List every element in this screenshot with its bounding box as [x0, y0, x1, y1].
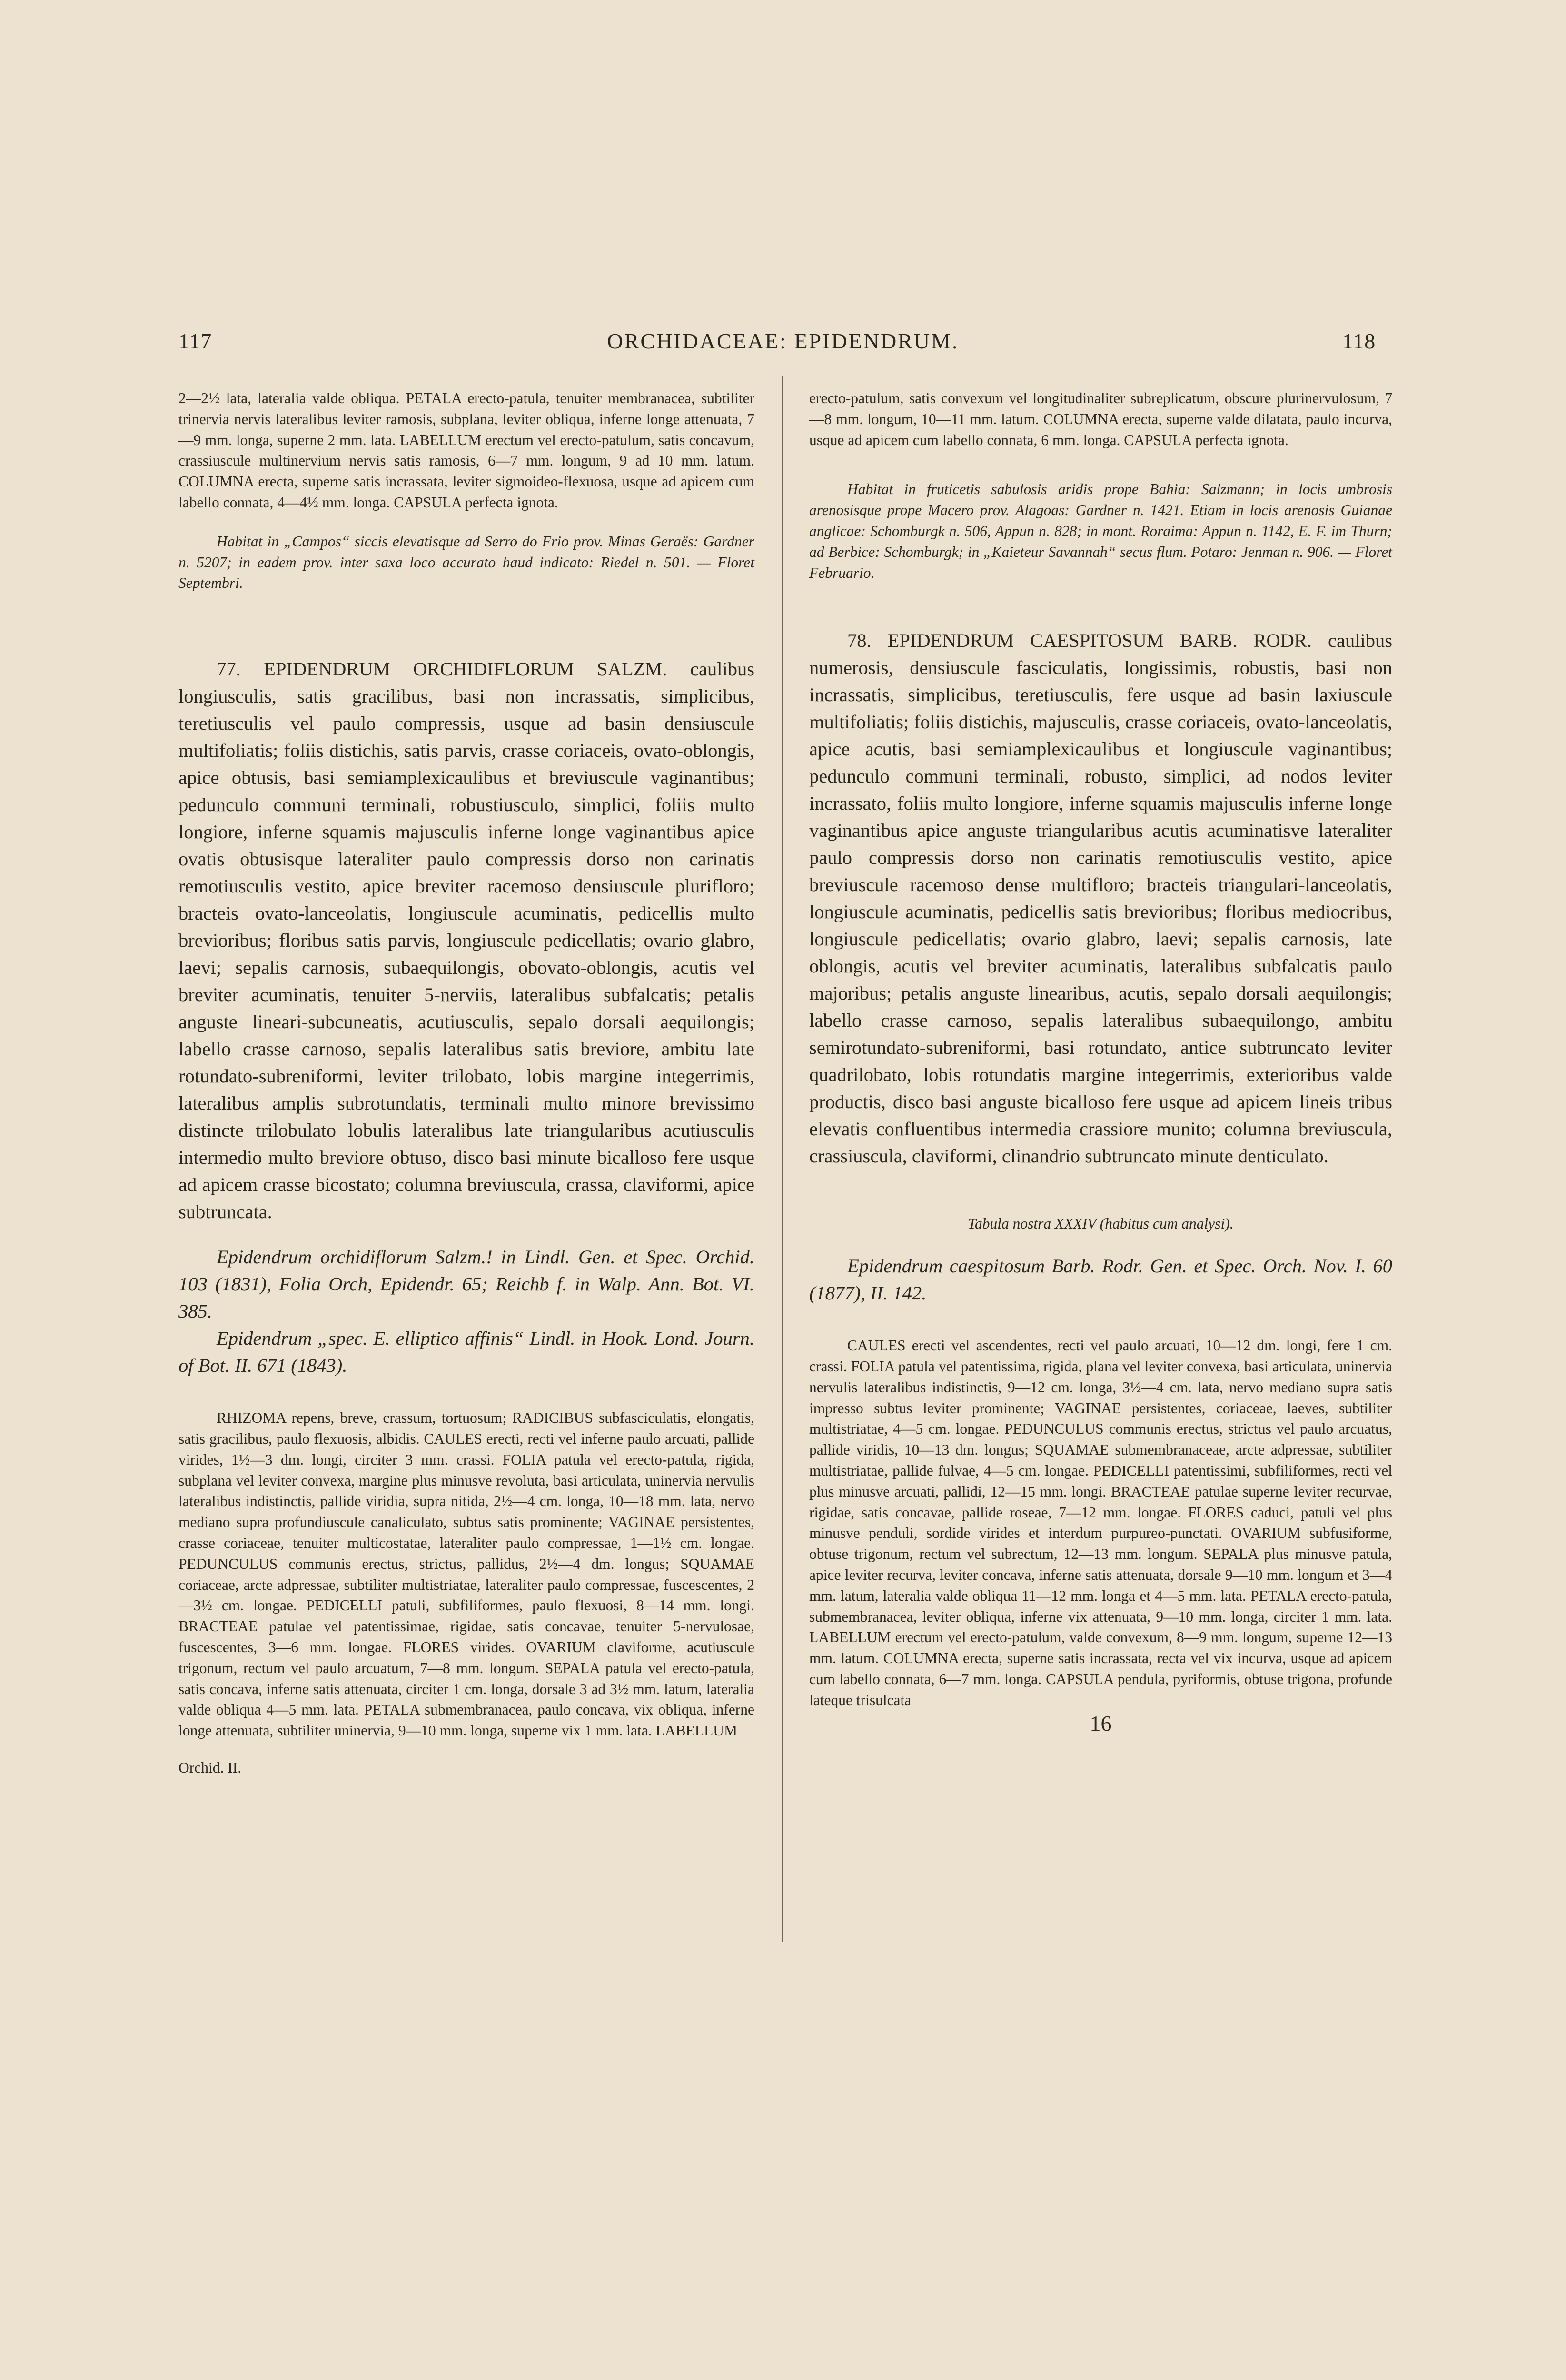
continued-description: erecto-patulum, satis convexum vel longitudinaliter subreplicatum, obscure plurinervulosum, 7—8 mm. longum, 10—11 mm. latum. COLUMNA erecta, superne valde dilatata, paulo incurva, usque ad apicem cum labello connata, 6 mm. longa. CAPSULA perfecta ignota.: [809, 390, 1392, 448]
plate-reference: Tabula nostra XXXIV (habitus cum analysi).: [968, 1215, 1234, 1232]
species-diagnosis: 78. EPIDENDRUM CAESPITOSUM BARB. RODR. caulibus numerosis, densiuscule fasciculatis, longissimis, robustis, basi non incrassatis, simplicibus, teretiusculis, fere usque ad basin laxiuscule multifoliatis; foliis distichis, majusculis, crasse coriaceis, ovato-lanceolatis, apice acutis, basi semiamplexicaulibus et longiuscule vaginantibus; pedunculo communi terminali, robusto, simplici, ad nodos leviter incrassato, foliis multo longiore, inferne squamis majusculis inferne longe vaginantibus apice anguste triangularibus acutis acuminatisve lateraliter paulo compressis dorso non carinatis remotiusculis vestito, apice breviuscule racemoso dense multifloro; bracteis triangulari-lanceolatis, longiuscule acuminatis, pedicellis satis brevioribus; floribus mediocribus, longiuscule pedicellatis; ovario glabro, laevi; sepalis carnosis, late oblongis, acutis vel breviter acuminatis, lateralibus subfalcatis paulo majoribus; petalis anguste linearibus, acutis, sepalo dorsali aequilongis; labello crasse carnoso, sepalis lateralibus subaequilongo, ambitu semirotundato-subreniformi, basi rotundato, antice subtruncato leviter quadrilobato, lobis rotundatis margine integerrimis, exterioribus valde productis, disco basi anguste bicalloso fere usque ad apicem lineis tribus elevatis confluentibus intermedia crassiore munito; columna breviuscula, crassiuscula, claviformi, clinandrio subtruncato minute denticulato.: [809, 630, 1392, 1167]
continued-description: 2—2½ lata, lateralia valde obliqua. PETALA erecto-patula, tenuiter membranacea, subtiliter trinervia nervis lateralibus leviter ramosis, subplana, leviter obliqua, inferne longe attenuata, 7—9 mm. longa, superne 2 mm. lata. LABELLUM erectum vel erecto-patulum, satis concavum, crassiuscule multinervium nervis satis ramosis, 6—7 mm. longum, 9 ad 10 mm. latum. COLUMNA erecta, superne satis incrassata, leviter sigmoideo-flexuosa, usque ad apicem cum labello connata, 4—4½ mm. longa. CAPSULA perfecta ignota.: [178, 390, 754, 511]
species-diagnosis: 77. EPIDENDRUM ORCHIDIFLORUM SALZM. caulibus longiusculis, satis gracilibus, basi non incrassatis, simplicibus, teretiusculis vel paulo compressis, usque ad basin densiuscule multifoliatis; foliis distichis, satis parvis, crasse coriaceis, ovato-oblongis, apice obtusis, basi semiamplexicaulibus et breviuscule vaginantibus; pedunculo communi terminali, robustiusculo, simplici, foliis multo longiore, inferne squamis majusculis inferne longe vaginantibus apice ovatis obtusisque lateraliter paulo compressis dorso non carinatis remotiusculis vestito, apice breviter racemoso densiuscule plurifloro; bracteis ovato-lanceolatis, longiuscule acuminatis, pedicellis multo brevioribus; floribus satis parvis, longiuscule pedicellatis; ovario glabro, laevi; sepalis carnosis, subaequilongis, obovato-oblongis, acutis vel breviter acuminatis, tenuiter 5-nerviis, lateralibus subfalcatis; petalis anguste lineari-subcuneatis, acutiusculis, sepalo dorsali aequilongis; labello crasse carnoso, sepalis lateralibus satis breviore, ambitu late rotundato-subreniformi, leviter trilobato, lobis margine integerrimis, lateralibus amplis subrotundatis, terminali multo minore brevissimo distincte trilobulato lobulis lateralibus late triangularibus acutiusculis intermedio multo breviore obtuso, disco basi minute bicalloso fere usque ad apicem crasse bicostato; columna breviuscula, crassa, claviformi, apice subtruncata.: [178, 658, 754, 1223]
page-number-right: 118: [1342, 329, 1376, 353]
synonym-citation: Epidendrum orchidiflorum Salzm.! in Lindl. Gen. et Spec. Orchid. 103 (1831), Folia Orch, Epidendr. 65; Reichb f. in Walp. Ann. Bot. VI. 385.: [178, 1246, 754, 1322]
running-title: ORCHIDACEAE: EPIDENDRUM.: [607, 329, 959, 353]
column-divider: [782, 376, 783, 1942]
page-number-left: 117: [178, 329, 212, 353]
signature-number: 16: [1090, 1711, 1112, 1735]
species-description: CAULES erecti vel ascendentes, recti vel paulo arcuati, 10—12 dm. longi, fere 1 cm. crassi. FOLIA patula vel patentissima, rigida, plana vel leviter convexa, basi articulata, uninervia nervulis lateralibus indistinctis, 9—12 cm. longa, 3½—4 cm. lata, nervo mediano supra satis impresso subtus leviter prominente; VAGINAE persistentes, coriaceae, laeves, subtiliter multistriatae, 4—5 cm. longae. PEDUNCULUS communis erectus, strictus vel paulo arcuatus, pallide viridis, 10—13 dm. longus; SQUAMAE submembranaceae, arcte adpressae, subtiliter multistriatae, pallide fulvae, 4—5 cm. longae. PEDICELLI patentissimi, subfiliformes, recti vel plus minusve arcuati, pallidi, 12—15 mm. longi. BRACTEAE patulae superne leviter recurvae, rigidae, satis concavae, pallide roseae, 7—12 mm. longae. FLORES caduci, patuli vel plus minusve penduli, sordide virides et interdum purpureo-punctati. OVARIUM subfusiforme, obtuse trigonum, rectum vel subrectum, 12—13 mm. longum. SEPALA plus minusve patula, apice leviter recurva, leviter concava, inferne satis attenuata, dorsale 9—10 mm. longum et 3—4 mm. latum, lateralia valde obliqua 11—12 mm. longa et 4—5 mm. lata. PETALA erecto-patula, submembranacea, leviter obliqua, inferne vix attenuata, 9—10 mm. longa, circiter 1 mm. lata. LABELLUM erectum vel erecto-patulum, valde convexum, 8—9 mm. longum, superne 12—13 mm. latum. COLUMNA erecta, superne satis incrassata, recta vel vix incurva, usque ad apicem cum labello connata, 6—7 mm. longa. CAPSULA pendula, pyriformis, obtuse trigona, profunde lateque trisulcata: [809, 1337, 1392, 1708]
synonym-citation-2: Epidendrum „spec. E. elliptico affinis“ Lindl. in Hook. Lond. Journ. of Bot. II. 671 (1843).: [178, 1328, 754, 1377]
left-column: [178, 388, 754, 1776]
habitat-paragraph: Habitat in fruticetis sabulosis aridis prope Bahia: Salzmann; in locis umbrosis arenosisque prope Macero prov. Alagoas: Gardner n. 1421. Etiam in locis arenosis Guianae anglicae: Schomburgk n. 506, Appun n. 828; in mont. Roraima: Appun n. 1142, E. F. im Thurn; ad Berbice: Schomburgk; in „Kaieteur Savannah“ secus flum. Potaro: Jenman n. 906. — Floret Februario.: [809, 481, 1392, 581]
synonym-citation: Epidendrum caespitosum Barb. Rodr. Gen. et Spec. Orch. Nov. I. 60 (1877), II. 142.: [809, 1255, 1392, 1304]
signature-mark: Orchid. II.: [178, 1759, 242, 1776]
habitat-paragraph: Habitat in „Campos“ siccis elevatisque ad Serro do Frio prov. Minas Geraës: Gardner n. 5207; in eadem prov. inter saxa loco accurato haud indicato: Riedel n. 501. — Floret Septembri.: [178, 533, 754, 592]
species-description: RHIZOMA repens, breve, crassum, tortuosum; RADICIBUS subfasciculatis, elongatis, satis gracilibus, paulo flexuosis, albidis. CAULES erecti, recti vel inferne paulo arcuati, pallide virides, 1½—3 dm. longi, circiter 3 mm. crassi. FOLIA patula vel erecto-patula, rigida, subplana vel leviter convexa, margine plus minusve revoluta, basi articulata, uninervia nervulis lateralibus indistinctis, pallide viridia, supra nitida, 2½—4 cm. longa, 10—18 mm. lata, nervo mediano supra profundiuscule canaliculato, subtus satis prominente; VAGINAE persistentes, crasse coriaceae, tenuiter multicostatae, lateraliter paulo compressae, 1—1½ cm. longae. PEDUNCULUS communis erectus, strictus, pallidus, 2½—4 dm. longus; SQUAMAE coriaceae, arcte adpressae, subtiliter multistriatae, lateraliter paulo compressae, fuscescentes, 2—3½ cm. longae. PEDICELLI patuli, subfiliformes, paulo flexuosi, 8—14 mm. longi. BRACTEAE patulae vel patentissimae, rigidae, satis concavae, tenuiter 5-nervulosae, fuscescentes, 3—6 mm. longae. FLORES virides. OVARIUM claviforme, acutiuscule trigonum, rectum vel paulo arcuatum, 7—8 mm. longum. SEPALA patula vel erecto-patula, satis concava, inferne satis attenuata, circiter 1 cm. longa, dorsale 3 ad 3½ mm. latum, lateralia valde obliqua 4—5 mm. lata. PETALA submembranacea, paulo concava, vix obliqua, inferne longe attenuata, subtiliter uninervia, 9—10 mm. longa, superne vix 1 mm. lata. LABELLUM: [178, 1409, 754, 1739]
right-column: [809, 388, 1392, 1736]
